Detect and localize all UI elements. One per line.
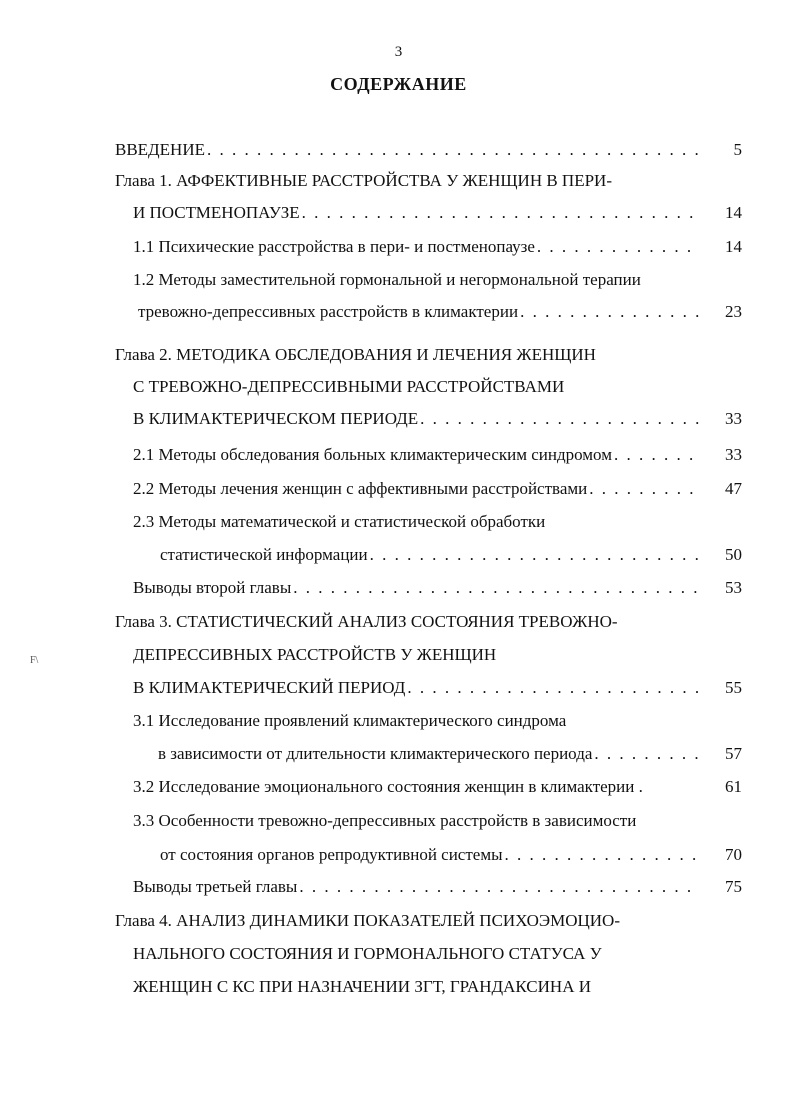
toc-section-heading: 3.3 Особенности тревожно-депрессивных расстройств в зависимости [133, 811, 637, 830]
toc-dot-leader [614, 440, 700, 470]
toc-entry-chapter-2 [133, 404, 704, 434]
toc-chapter-heading: С ТРЕВОЖНО-ДЕПРЕССИВНЫМИ РАССТРОЙСТВАМИ [133, 377, 565, 396]
toc-dot-leader [594, 739, 700, 769]
toc-dot-leader [299, 872, 700, 902]
page-number: 3 [394, 44, 403, 60]
toc-section-heading: 2.3 Методы математической и статистической обработки [133, 512, 546, 531]
toc-page-number: 75 [725, 877, 742, 896]
toc-chapter-heading: ЖЕНЩИН С КС ПРИ НАЗНАЧЕНИИ ЗГТ, ГРАНДАКСИНА И [133, 977, 592, 996]
toc-entry-text: в зависимости от длительности климактерического периода [158, 744, 593, 763]
toc-dot-leader [207, 135, 700, 165]
toc-dot-leader [302, 198, 700, 228]
toc-entry-text: В КЛИМАКТЕРИЧЕСКИЙ ПЕРИОД [133, 678, 406, 697]
toc-entry-text: тревожно-депрессивных расстройств в климактерии [138, 302, 519, 321]
toc-entry-text: И ПОСТМЕНОПАУЗЕ [133, 203, 300, 222]
toc-page-number: 5 [733, 140, 742, 159]
margin-note: F\ [30, 655, 39, 666]
toc-page-number: 14 [725, 203, 742, 222]
toc-page-number: 57 [725, 744, 742, 763]
toc-chapter-heading: НАЛЬНОГО СОСТОЯНИЯ И ГОРМОНАЛЬНОГО СТАТУСА У [133, 944, 602, 963]
toc-entry-chapter-3 [133, 673, 704, 703]
toc-page-number: 47 [725, 479, 742, 498]
toc-dot-leader [420, 404, 700, 434]
toc-chapter-heading: ДЕПРЕССИВНЫХ РАССТРОЙСТВ У ЖЕНЩИН [133, 645, 497, 664]
toc-chapter-heading: Глава 3. СТАТИСТИЧЕСКИЙ АНАЛИЗ СОСТОЯНИЯ ТРЕВОЖНО- [115, 612, 618, 631]
toc-dot-leader [505, 840, 700, 870]
toc-entry-text: Выводы второй главы [133, 578, 292, 597]
toc-entry-section-3-1 [158, 739, 704, 769]
toc-page-number: 14 [725, 237, 742, 256]
toc-entry-section-2-2 [133, 474, 704, 504]
toc-chapter-heading: Глава 4. АНАЛИЗ ДИНАМИКИ ПОКАЗАТЕЛЕЙ ПСИХОЭМОЦИО- [115, 911, 620, 930]
toc-dot-leader [370, 540, 700, 570]
toc-page-number: 33 [725, 445, 742, 464]
toc-entry-chapter-1 [133, 198, 704, 228]
page-title: СОДЕРЖАНИЕ [330, 74, 467, 94]
toc-section-heading: 3.1 Исследование проявлений климактерического синдрома [133, 711, 567, 730]
toc-page-number: 33 [725, 409, 742, 428]
toc-entry-text: 2.2 Методы лечения женщин с аффективными расстройствами [133, 479, 588, 498]
toc-page-number: 53 [725, 578, 742, 597]
toc-entry-chapter-2-conclusions [133, 573, 704, 603]
toc-entry-text: от состояния органов репродуктивной системы [160, 845, 503, 864]
toc-page-number: 70 [725, 845, 742, 864]
toc-dot-leader [537, 232, 700, 262]
toc-entry-text: статистической информации [160, 545, 368, 564]
toc-entry-section-3-3 [160, 840, 704, 870]
toc-entry-text: Выводы третьей главы [133, 877, 298, 896]
toc-dot-leader [589, 474, 700, 504]
toc-section-heading: 1.2 Методы заместительной гормональной и негормональной терапии [133, 270, 641, 289]
toc-page-number: 23 [725, 302, 742, 321]
toc-entry-section-2-1 [133, 440, 704, 470]
toc-entry-chapter-3-conclusions [133, 872, 704, 902]
toc-dot-leader [293, 573, 700, 603]
toc-entry-section-1-2 [138, 297, 704, 327]
toc-page-number: 55 [725, 678, 742, 697]
toc-entry-section-3-2: 3.2 Исследование эмоционального состояния женщин в климактерии . [133, 777, 643, 796]
toc-chapter-heading: Глава 2. МЕТОДИКА ОБСЛЕДОВАНИЯ И ЛЕЧЕНИЯ ЖЕНЩИН [115, 345, 596, 364]
toc-dot-leader [520, 297, 700, 327]
toc-entry-text: ВВЕДЕНИЕ [115, 140, 205, 159]
toc-entry-introduction [115, 135, 704, 165]
toc-page-number: 50 [725, 545, 742, 564]
toc-page-number: 61 [725, 777, 742, 796]
toc-entry-text: 2.1 Методы обследования больных климактерическим синдромом [133, 445, 612, 464]
toc-dot-leader [407, 673, 700, 703]
toc-entry-text: В КЛИМАКТЕРИЧЕСКОМ ПЕРИОДЕ [133, 409, 419, 428]
toc-chapter-heading: Глава 1. АФФЕКТИВНЫЕ РАССТРОЙСТВА У ЖЕНЩИН В ПЕРИ- [115, 171, 612, 190]
toc-entry-section-1-1 [133, 232, 704, 262]
toc-entry-text: 1.1 Психические расстройства в пери- и постменопаузе [133, 237, 535, 256]
toc-entry-section-2-3 [160, 540, 704, 570]
